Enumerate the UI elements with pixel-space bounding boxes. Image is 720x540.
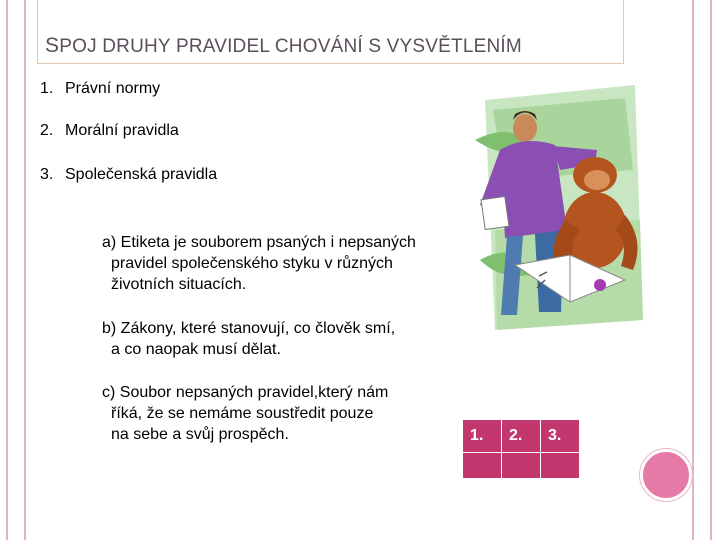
answer-cell-2[interactable] <box>502 453 541 479</box>
answer-table-answer-row <box>463 453 580 479</box>
list-number: 1. <box>40 80 54 97</box>
page-title <box>45 34 522 58</box>
man-with-orangutan-illustration <box>475 80 645 335</box>
answer-header-2: 2. <box>502 420 541 453</box>
list-label: Společenská pravidla <box>65 166 218 183</box>
explanation-line: životních situacích. <box>111 276 247 293</box>
explanation-a <box>102 232 416 295</box>
explanation-c <box>102 382 388 445</box>
answer-cell-1[interactable] <box>463 453 502 479</box>
decorative-circle <box>640 449 692 501</box>
list-label: Právní normy <box>65 80 161 97</box>
title-first-letter: S <box>45 34 60 57</box>
answer-header-1: 1. <box>463 420 502 453</box>
answer-header-3: 3. <box>541 420 580 453</box>
explanation-line: říká, že se nemáme soustředit pouze <box>111 405 374 422</box>
answer-table <box>462 419 580 479</box>
list-item <box>40 122 179 140</box>
explanation-line: b) Zákony, které stanovují, co člověk smí, <box>102 320 396 337</box>
list-number: 2. <box>40 122 54 139</box>
explanation-line: a co naopak musí dělat. <box>111 341 281 358</box>
title-text: POJ DRUHY PRAVIDEL CHOVÁNÍ S VYSVĚTLENÍM <box>59 36 522 57</box>
right-decorative-border <box>692 0 712 540</box>
list-item <box>40 80 160 98</box>
explanation-line: a) Etiketa je souborem psaných i nepsaných <box>102 234 416 251</box>
list-number: 3. <box>40 166 54 183</box>
explanation-line: pravidel společenského styku v různých <box>111 255 393 272</box>
list-label: Morální pravidla <box>65 122 179 139</box>
list-item <box>40 166 217 184</box>
explanation-b <box>102 318 395 360</box>
explanation-line: c) Soubor nepsaných pravidel,který nám <box>102 384 389 401</box>
answer-table-header-row <box>463 420 580 453</box>
answer-cell-3[interactable] <box>541 453 580 479</box>
left-decorative-border <box>6 0 26 540</box>
explanation-line: na sebe a svůj prospěch. <box>111 426 289 443</box>
